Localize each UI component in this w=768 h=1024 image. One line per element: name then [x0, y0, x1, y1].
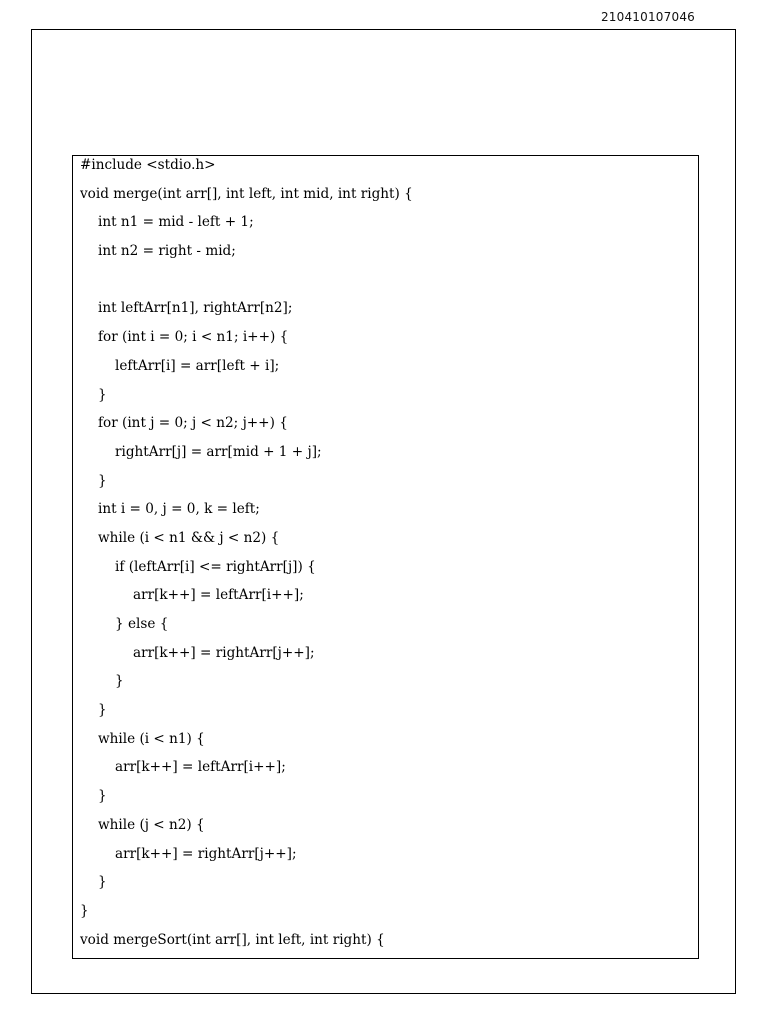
code-line: }	[80, 902, 89, 919]
code-line: void mergeSort(int arr[], int left, int right) {	[80, 931, 385, 948]
code-line: for (int j = 0; j < n2; j++) {	[98, 415, 288, 432]
code-line: while (j < n2) {	[98, 816, 205, 833]
code-line: arr[k++] = leftArr[i++];	[133, 587, 304, 604]
code-line: for (int i = 0; i < n1; i++) {	[98, 329, 289, 346]
code-line: arr[k++] = rightArr[j++];	[133, 644, 315, 661]
document-id: 210410107046	[600, 10, 695, 24]
code-line: } else {	[115, 616, 169, 632]
code-line: }	[115, 673, 124, 690]
code-line: int i = 0, j = 0, k = left;	[98, 501, 260, 518]
code-line: while (i < n1) {	[98, 730, 205, 747]
code-line: int n1 = mid - left + 1;	[98, 214, 254, 231]
code-line	[80, 271, 692, 300]
code-line: leftArr[i] = arr[left + i];	[115, 357, 280, 374]
code-line: arr[k++] = rightArr[j++];	[115, 845, 297, 862]
code-line: #include <stdio.h>	[80, 157, 216, 173]
code-lines	[80, 156, 692, 959]
code-line: }	[98, 788, 107, 805]
code-line: rightArr[j] = arr[mid + 1 + j];	[115, 443, 322, 460]
code-listing-box	[72, 155, 699, 959]
code-line: }	[98, 702, 107, 719]
code-line: }	[98, 472, 107, 489]
code-line: void merge(int arr[], int left, int mid, int right) {	[80, 185, 413, 202]
code-line: arr[k++] = leftArr[i++];	[115, 759, 286, 776]
code-line: while (i < n1 && j < n2) {	[98, 529, 280, 546]
code-line: }	[98, 874, 107, 891]
code-line: int leftArr[n1], rightArr[n2];	[98, 300, 293, 317]
code-line: }	[98, 386, 107, 403]
code-line: if (leftArr[i] <= rightArr[j]) {	[115, 558, 316, 575]
code-line: int n2 = right - mid;	[98, 243, 236, 260]
